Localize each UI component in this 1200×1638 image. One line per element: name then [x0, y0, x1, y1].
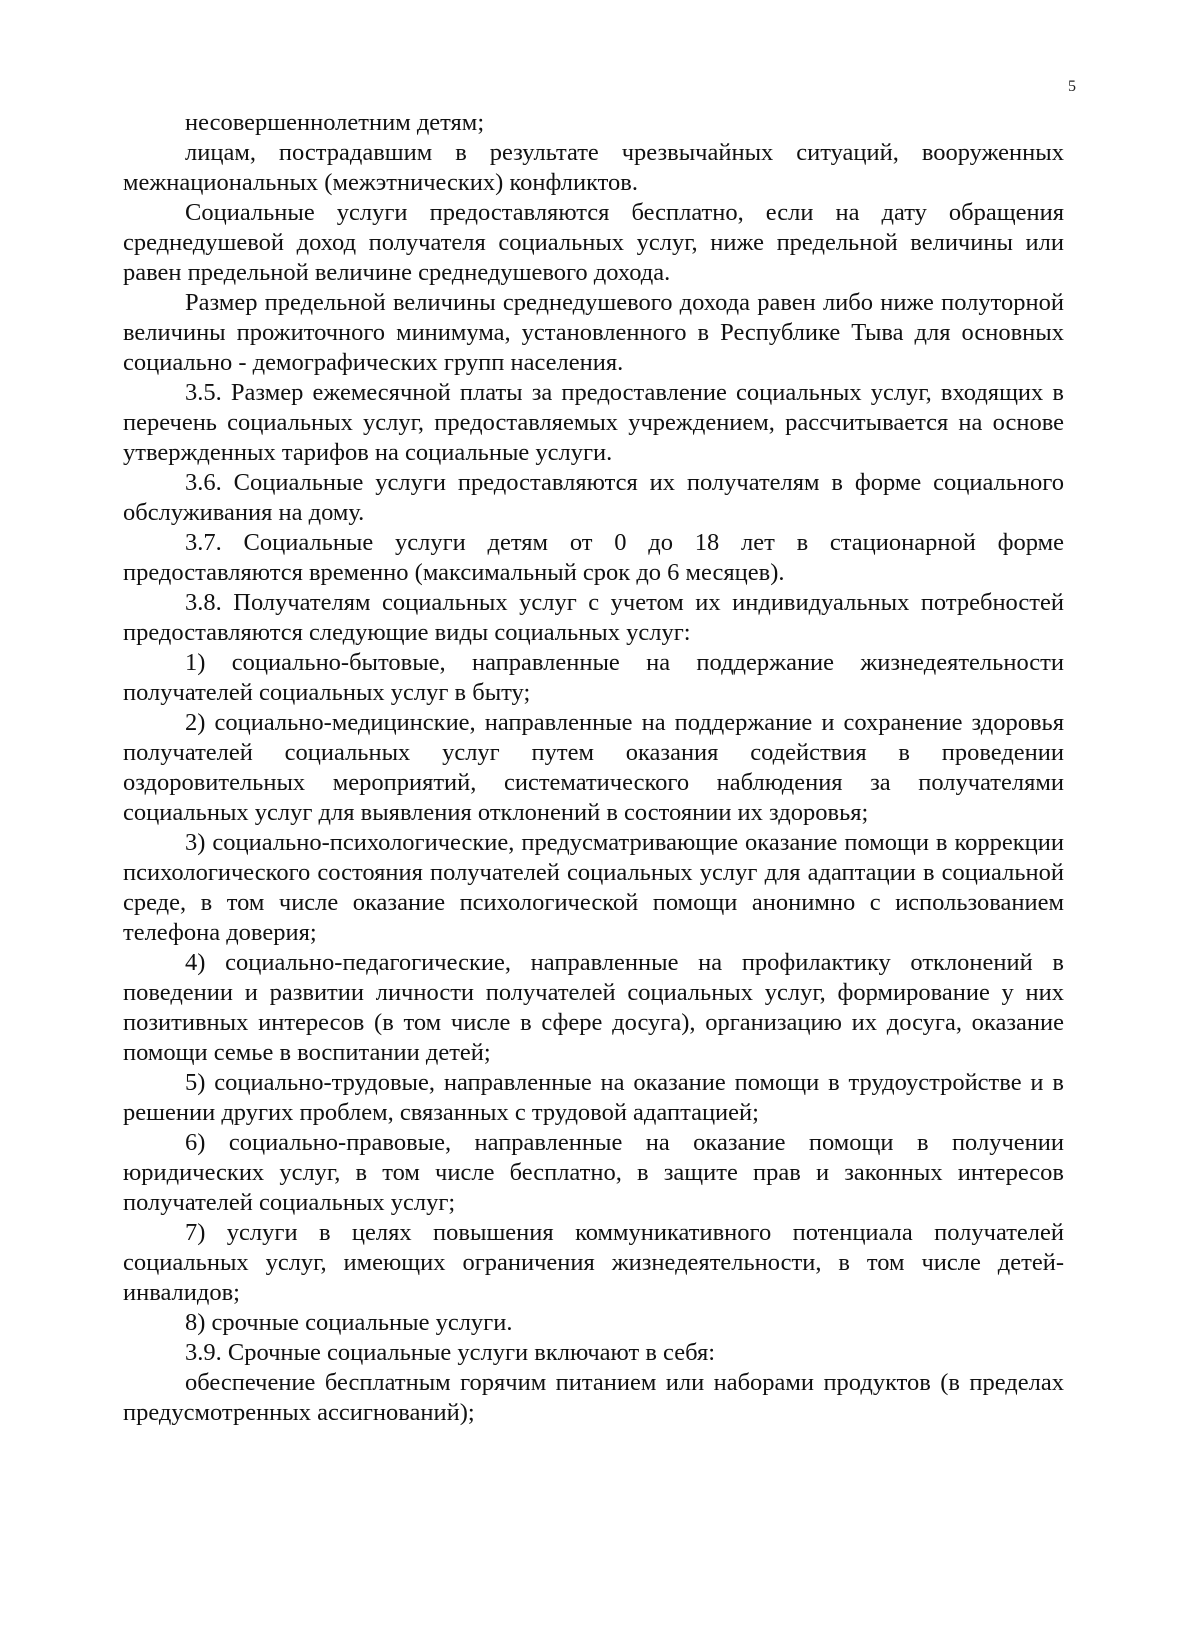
paragraph: 3.7. Социальные услуги детям от 0 до 18 лет в стационарной форме предоставляются временно (максимальный срок до 6 месяцев).	[123, 529, 1064, 586]
paragraph: 3.5. Размер ежемесячной платы за предоставление социальных услуг, входящих в перечень социальных услуг, предоставляемых учреждением, рассчитывается на основе утвержденных тарифов на социальные услуги.	[123, 379, 1064, 466]
paragraph: 3.9. Срочные социальные услуги включают в себя:	[185, 1339, 716, 1366]
paragraph: 7) услуги в целях повышения коммуникативного потенциала получателей социальных услуг, имеющих ограничения жизнедеятельности, в том числе детей-инвалидов;	[123, 1219, 1064, 1306]
paragraph: 2) социально-медицинские, направленные на поддержание и сохранение здоровья получателей социальных услуг путем оказания содействия в проведении оздоровительных мероприятий, систематического наблюдения за получателями социальных услуг для выявления отклонений в состоянии их здоровья;	[123, 709, 1064, 826]
paragraph: 3.6. Социальные услуги предоставляются их получателям в форме социального обслуживания на дому.	[123, 469, 1064, 526]
paragraph: 1) социально-бытовые, направленные на поддержание жизнедеятельности получателей социальных услуг в быту;	[123, 649, 1064, 706]
paragraph: Размер предельной величины среднедушевого дохода равен либо ниже полуторной величины прожиточного минимума, установленного в Республике Тыва для основных социально - демографических групп населения.	[123, 289, 1064, 376]
paragraph: 8) срочные социальные услуги.	[185, 1309, 513, 1336]
paragraph: несовершеннолетним детям;	[185, 109, 485, 136]
paragraph: 5) социально-трудовые, направленные на оказание помощи в трудоустройстве и в решении других проблем, связанных с трудовой адаптацией;	[123, 1069, 1064, 1126]
paragraph: Социальные услуги предоставляются бесплатно, если на дату обращения среднедушевой доход получателя социальных услуг, ниже предельной величины или равен предельной величине среднедушевого дохода.	[123, 199, 1064, 286]
paragraph: 3.8. Получателям социальных услуг с учетом их индивидуальных потребностей предоставляются следующие виды социальных услуг:	[123, 589, 1064, 646]
page-number: 5	[1068, 78, 1076, 95]
paragraph: 4) социально-педагогические, направленные на профилактику отклонений в поведении и развитии личности получателей социальных услуг, формирование у них позитивных интересов (в том числе в сфере досуга), организацию их досуга, оказание помощи семье в воспитании детей;	[123, 949, 1064, 1066]
paragraph: лицам, пострадавшим в результате чрезвычайных ситуаций, вооруженных межнациональных (межэтнических) конфликтов.	[123, 139, 1064, 196]
paragraph: обеспечение бесплатным горячим питанием или наборами продуктов (в пределах предусмотренных ассигнований);	[123, 1369, 1064, 1426]
paragraph: 3) социально-психологические, предусматривающие оказание помощи в коррекции психологического состояния получателей социальных услуг для адаптации в социальной среде, в том числе оказание психологической помощи анонимно с использованием телефона доверия;	[123, 829, 1064, 946]
paragraph: 6) социально-правовые, направленные на оказание помощи в получении юридических услуг, в том числе бесплатно, в защите прав и законных интересов получателей социальных услуг;	[123, 1129, 1064, 1216]
document-body	[123, 108, 1064, 1428]
